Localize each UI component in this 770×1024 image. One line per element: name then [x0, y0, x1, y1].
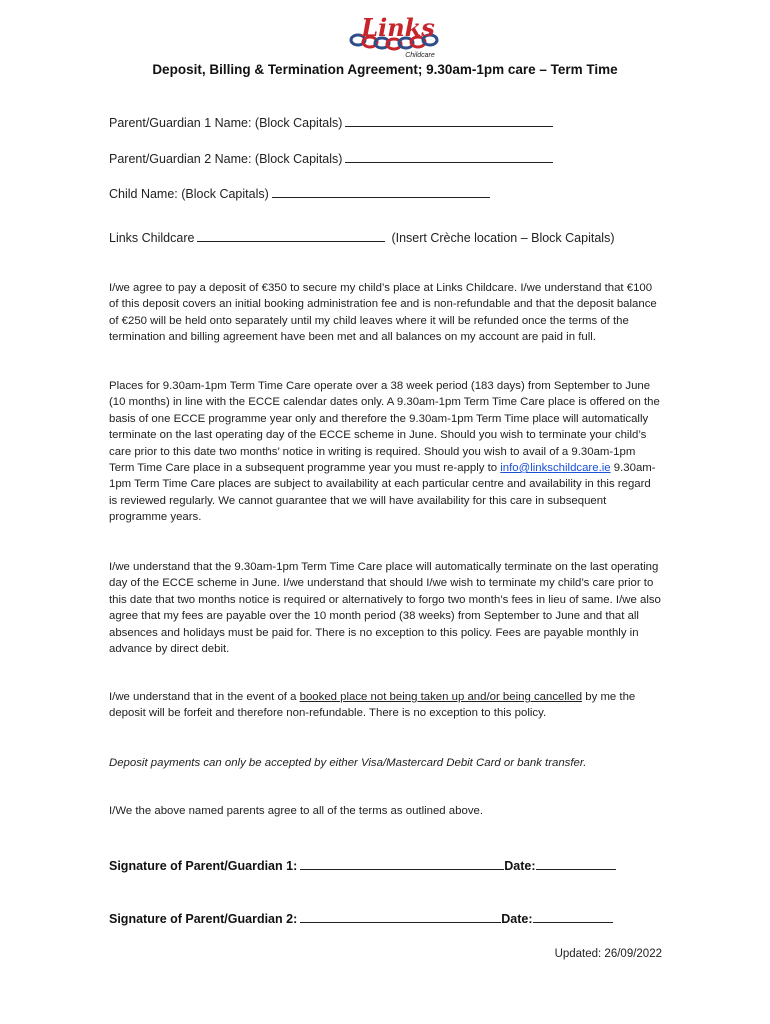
parent1-name-field[interactable]	[109, 114, 553, 130]
term-time-text-before-link: Places for 9.30am-1pm Term Time Care operate over a 38 week period (183 days) from September to June (10 months) in line with the ECCE calendar dates only. A 9.30am-1pm Term Time Care place is offered on the basis of one ECCE programme year only and therefore the 9.30am-1pm Term Time place will automatically terminate on the last operating day of the ECCE scheme in June. Should you wish to terminate your child’s care prior to this date two months’ notice in writing is required. Should you wish to avail of a 9.30am-1pm Term Time Care place in a subsequent programme year you must re-apply to	[109, 380, 660, 475]
parent1-name-label: Parent/Guardian 1 Name: (Block Capitals)	[109, 116, 343, 130]
term-time-text-after-link: 9.30am-1pm Term Time Care places are subject to availability at each particular centre and availability in this regard is reviewed regularly. We cannot guarantee that we will have availability for this care in subsequent programme years.	[109, 462, 656, 524]
date-2-blank[interactable]	[533, 910, 613, 923]
payment-methods-text: Deposit payments can only be accepted by either Visa/Mastercard Debit Card or bank transfer.	[109, 757, 587, 769]
deposit-text: I/we agree to pay a deposit of €350 to secure my child’s place at Links Childcare. I/we understand that €100 of this deposit covers an initial booking administration fee and is non-refundable and that the deposit balance of €250 will be held onto separately until my child leaves where it will be refunded once the terms of the termination and billing agreement have been met and all balances on my account are paid in full.	[109, 282, 657, 344]
term-time-text	[109, 378, 661, 526]
termination-paragraph	[109, 559, 661, 657]
signature-row-2[interactable]	[109, 910, 613, 926]
agreement-paragraph	[109, 803, 661, 819]
logo-subtext: Childcare	[405, 52, 435, 59]
signature-1-label: Signature of Parent/Guardian 1:	[109, 859, 298, 873]
termination-text: I/we understand that the 9.30am-1pm Term Time Care place will automatically terminate on the last operating day of the ECCE scheme in June. I/we understand that should I/we wish to terminate my child’s care prior to this date that two months notice is required or alternatively to forgo two month’s fees in lieu of same. I/we also agree that my fees are payable over the 10 month period (38 weeks) from September to June and that all absences and holidays must be paid for. There is no exception to this policy. Fees are payable monthly in advance by direct debit.	[109, 561, 661, 656]
date-1-label: Date:	[504, 859, 536, 873]
signature-2-blank[interactable]	[300, 910, 501, 923]
date-2-label: Date:	[501, 912, 533, 926]
agreement-text: I/We the above named parents agree to all of the terms as outlined above.	[109, 805, 484, 817]
parent2-name-label: Parent/Guardian 2 Name: (Block Capitals)	[109, 152, 343, 166]
location-blank[interactable]	[197, 229, 385, 242]
forfeit-paragraph	[109, 689, 661, 722]
forfeit-text-before: I/we understand that in the event of a	[109, 691, 297, 703]
links-childcare-logo	[348, 14, 444, 60]
payment-methods-paragraph	[109, 755, 661, 771]
signature-1-blank[interactable]	[300, 857, 504, 870]
document-title: Deposit, Billing & Termination Agreement; 9.30am-1pm care – Term Time	[152, 62, 618, 77]
email-link[interactable]: info@linkschildcare.ie	[500, 462, 611, 475]
child-name-field[interactable]	[109, 185, 490, 201]
forfeit-text	[109, 689, 661, 722]
date-1-blank[interactable]	[536, 857, 616, 870]
forfeit-text-after: by me the deposit will be forfeit and therefore non-refundable. There is no exception to this policy.	[109, 691, 636, 720]
location-suffix: (Insert Crèche location – Block Capitals)	[391, 231, 615, 245]
location-field[interactable]	[109, 229, 614, 245]
parent2-name-blank[interactable]	[345, 150, 553, 163]
deposit-paragraph	[109, 280, 661, 346]
term-time-paragraph	[109, 378, 661, 526]
parent2-name-field[interactable]	[109, 150, 553, 166]
logo-wordmark: Links	[361, 14, 435, 42]
location-prefix: Links Childcare	[109, 231, 195, 245]
parent1-name-blank[interactable]	[345, 114, 553, 127]
child-name-blank[interactable]	[272, 185, 490, 198]
signature-2-label: Signature of Parent/Guardian 2:	[109, 912, 298, 926]
updated-date: Updated: 26/09/2022	[554, 948, 662, 960]
signature-row-1[interactable]	[109, 857, 616, 873]
child-name-label: Child Name: (Block Capitals)	[109, 187, 269, 201]
forfeit-text-underlined: booked place not being taken up and/or being cancelled	[299, 691, 583, 703]
